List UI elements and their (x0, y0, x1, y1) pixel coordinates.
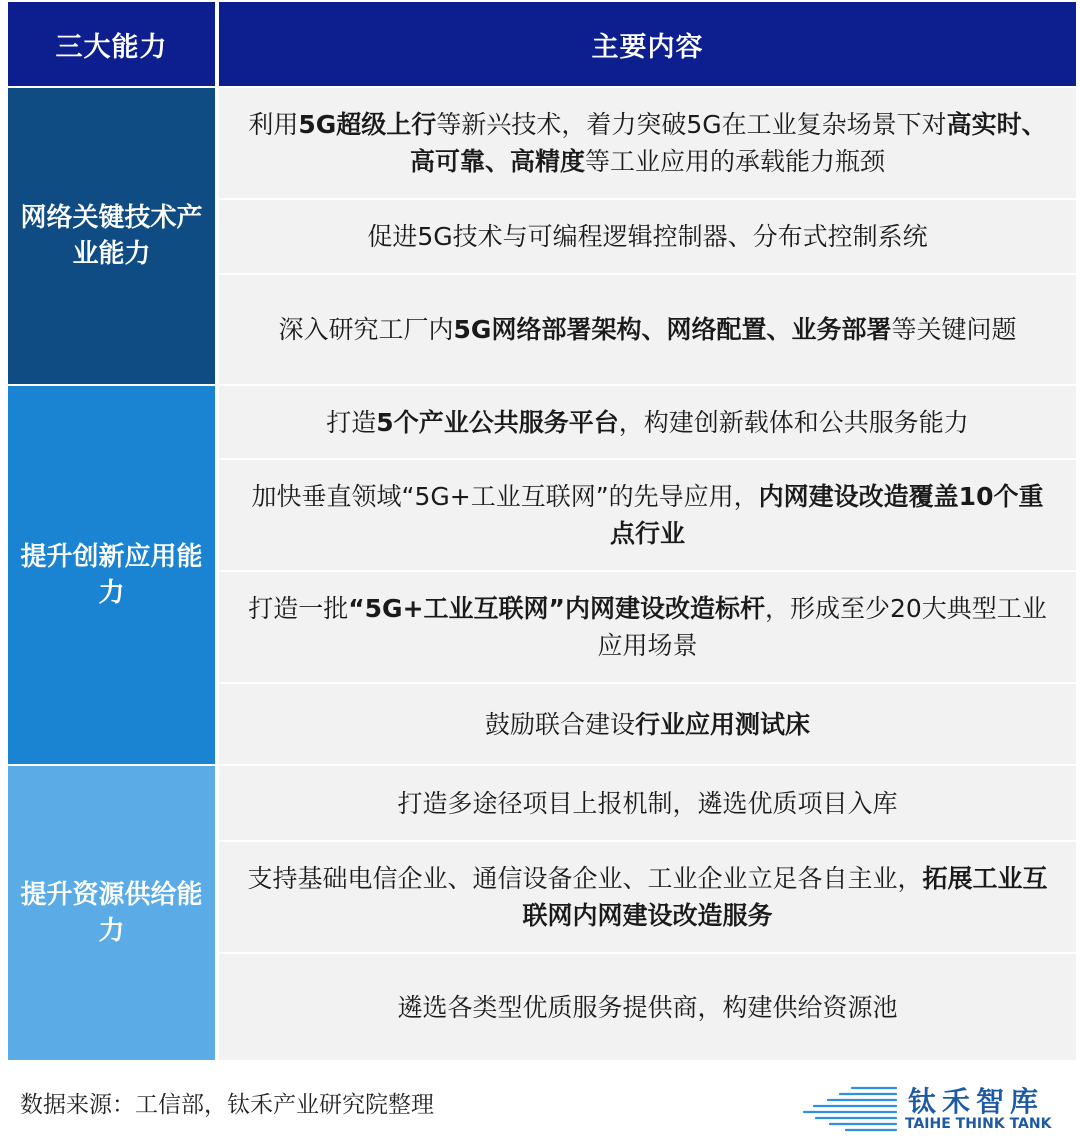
content-cell (219, 460, 1076, 570)
header-col-content: 主要内容 (219, 2, 1076, 86)
content-text-segment: 支持基础电信企业、通信设备企业、工业企业立足各自主业， (247, 864, 923, 893)
content-text-segment: 打造一批 (248, 594, 349, 623)
content-text (241, 590, 1054, 664)
highlight-text: 拓展工业互联网内网建设改造服务 (522, 864, 1048, 930)
content-text (397, 989, 897, 1026)
content-text (241, 860, 1054, 934)
group-items (219, 88, 1076, 384)
content-text-segment: 促进5G技术与可编程逻辑控制器、分布式控制系统 (367, 222, 928, 251)
highlight-text: 内网建设改造覆盖10个重点行业 (609, 482, 1044, 548)
content-text (367, 218, 927, 255)
highlight-text: 5G超级上行 (298, 110, 437, 139)
content-text-segment: ，构建创新载体和公共服务能力 (618, 407, 969, 437)
content-cell (219, 954, 1076, 1060)
category-innovation-app: 提升创新应用能力 (8, 386, 215, 764)
content-cell (219, 766, 1076, 840)
highlight-text: 高实时、高可靠、高精度 (409, 110, 1047, 176)
taihe-logo (800, 1080, 1060, 1136)
content-cell (219, 275, 1076, 384)
highlight-text: 5G网络部署架构、网络配置、业务部署 (453, 315, 892, 344)
content-cell (219, 386, 1076, 458)
content-text-segment: 等新兴技术，着力突破5G在工业复杂场景下对 (436, 110, 947, 139)
content-text (485, 706, 810, 743)
logo-english-name: TAIHE THINK TANK (905, 1116, 1052, 1132)
content-text-segment: 遴选各类型优质服务提供商，构建供给资源池 (397, 992, 898, 1022)
highlight-text: 行业应用测试床 (635, 709, 811, 739)
category-resource-supply: 提升资源供给能力 (8, 766, 215, 1060)
content-text (241, 478, 1054, 552)
content-cell (219, 684, 1076, 764)
content-text-segment: 打造多途径项目上报机制，遴选优质项目入库 (397, 788, 898, 818)
content-text-segment: 深入研究工厂内 (278, 315, 454, 344)
content-cell (219, 572, 1076, 682)
content-text (397, 785, 897, 822)
content-text-segment: 等工业应用的承载能力瓶颈 (585, 147, 886, 176)
group-items (219, 766, 1076, 1060)
group-innovation (8, 386, 1076, 764)
group-resource (8, 766, 1076, 1060)
content-text (241, 106, 1054, 180)
content-text (326, 404, 968, 441)
group-items (219, 386, 1076, 764)
data-source-note: 数据来源：工信部，钛禾产业研究院整理 (20, 1092, 434, 1118)
content-text-segment: 鼓励联合建设 (484, 709, 635, 739)
highlight-text: 5个产业公共服务平台 (376, 407, 619, 437)
highlight-text: “5G+工业互联网”内网建设改造标杆 (348, 594, 765, 623)
table-header (8, 2, 1076, 86)
logo-chinese-name: 钛禾智库 (908, 1085, 1045, 1118)
content-text-segment: ，形成至少20大典型工业应用场景 (597, 594, 1047, 660)
content-text-segment: 利用 (248, 110, 299, 139)
content-text-segment: 等关键问题 (891, 315, 1017, 344)
content-text-segment: 打造 (326, 407, 377, 437)
content-cell (219, 200, 1076, 273)
content-cell (219, 842, 1076, 952)
content-text (279, 311, 1017, 348)
group-network (8, 88, 1076, 384)
capability-table (8, 2, 1076, 1060)
content-text-segment: 加快垂直领域“5G+工业互联网”的先导应用， (251, 482, 759, 511)
category-network-tech: 网络关键技术产业能力 (8, 88, 215, 384)
logo-lines-icon (800, 1080, 900, 1136)
content-cell (219, 88, 1076, 198)
header-col-capabilities: 三大能力 (8, 2, 215, 86)
